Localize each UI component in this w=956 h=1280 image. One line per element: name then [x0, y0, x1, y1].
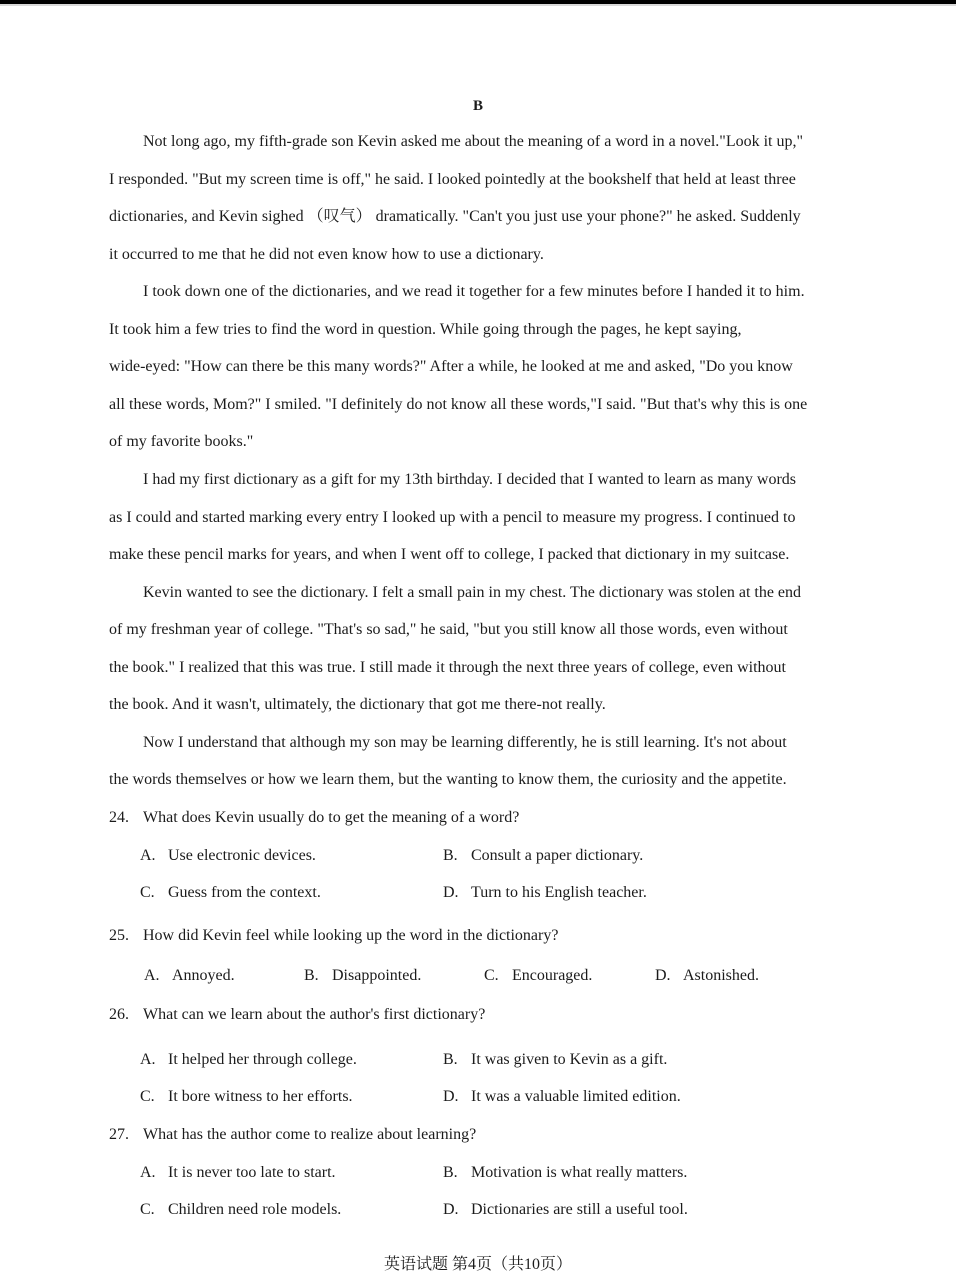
option-letter: B. — [443, 1164, 458, 1181]
question-text: What does Kevin usually do to get the meaning of a word? — [143, 809, 520, 826]
passage-line: dictionaries, and Kevin sighed （叹气） dramatically. "Can't you just use your phone?" he asked. Suddenly — [109, 208, 801, 225]
option-text: Use electronic devices. — [168, 847, 316, 864]
option-text: Annoyed. — [172, 967, 235, 984]
option-letter: D. — [443, 1201, 459, 1218]
option-25-c[interactable] — [484, 965, 592, 987]
passage-line: Now I understand that although my son may be learning differently, he is still learning. It's not about — [143, 734, 787, 751]
option-text: Guess from the context. — [168, 884, 321, 901]
passage-line: it occurred to me that he did not even know how to use a dictionary. — [109, 246, 544, 263]
passage-line: the book. And it wasn't, ultimately, the dictionary that got me there-not really. — [109, 696, 606, 713]
option-letter: A. — [144, 967, 160, 984]
option-text: Astonished. — [683, 967, 759, 984]
question-number: 27. — [109, 1126, 129, 1143]
option-27-c[interactable] — [140, 1199, 341, 1221]
passage-line: wide-eyed: "How can there be this many words?" After a while, he looked at me and asked, "Do you know — [109, 358, 793, 375]
option-27-a[interactable] — [140, 1162, 336, 1184]
question-27 — [109, 1124, 476, 1146]
passage-line: as I could and started marking every entry I looked up with a pencil to measure my progress. I continued to — [109, 509, 796, 526]
option-text: It was a valuable limited edition. — [471, 1088, 681, 1105]
option-letter: A. — [140, 1164, 156, 1181]
question-number: 26. — [109, 1006, 129, 1023]
option-letter: B. — [304, 967, 319, 984]
passage-line: the book." I realized that this was true. I still made it through the next three years of college, even without — [109, 659, 786, 676]
question-number: 24. — [109, 809, 129, 826]
passage-line: I took down one of the dictionaries, and we read it together for a few minutes before I handed it to him. — [143, 283, 805, 300]
passage-line: I had my first dictionary as a gift for my 13th birthday. I decided that I wanted to learn as many words — [143, 471, 796, 488]
section-heading: B — [472, 98, 483, 114]
option-26-d[interactable] — [443, 1086, 681, 1108]
option-26-b[interactable] — [443, 1049, 667, 1071]
passage-line: of my freshman year of college. "That's so sad," he said, "but you still know all those words, even without — [109, 621, 788, 638]
option-letter: C. — [140, 884, 155, 901]
option-letter: D. — [655, 967, 671, 984]
question-text: What can we learn about the author's first dictionary? — [143, 1006, 486, 1023]
option-text: Motivation is what really matters. — [471, 1164, 688, 1181]
passage-line: Not long ago, my fifth-grade son Kevin asked me about the meaning of a word in a novel."Look it up," — [143, 133, 804, 150]
option-letter: D. — [443, 1088, 459, 1105]
passage-line: It took him a few tries to find the word in question. While going through the pages, he kept saying, — [109, 321, 742, 338]
option-letter: A. — [140, 847, 156, 864]
option-27-b[interactable] — [443, 1162, 687, 1184]
option-25-d[interactable] — [655, 965, 759, 987]
passage-line: I responded. "But my screen time is off," he said. I looked pointedly at the bookshelf that held at least three — [109, 171, 796, 188]
option-26-a[interactable] — [140, 1049, 357, 1071]
option-text: It helped her through college. — [168, 1051, 357, 1068]
passage-line: Kevin wanted to see the dictionary. I felt a small pain in my chest. The dictionary was stolen at the end — [143, 584, 802, 601]
option-text: Children need role models. — [168, 1201, 342, 1218]
option-text: Dictionaries are still a useful tool. — [471, 1201, 688, 1218]
passage-line: the words themselves or how we learn them, but the wanting to know them, the curiosity and the appetite. — [109, 771, 787, 788]
option-text: Encouraged. — [512, 967, 593, 984]
option-text: Turn to his English teacher. — [471, 884, 647, 901]
option-letter: B. — [443, 847, 458, 864]
option-text: It was given to Kevin as a gift. — [471, 1051, 668, 1068]
page-footer: 英语试题 第4页（共10页） — [383, 1256, 572, 1273]
passage-line: make these pencil marks for years, and when I went off to college, I packed that dictionary in my suitcase. — [109, 546, 790, 563]
option-letter: C. — [484, 967, 499, 984]
question-text: How did Kevin feel while looking up the word in the dictionary? — [143, 927, 559, 944]
option-letter: D. — [443, 884, 459, 901]
option-24-c[interactable] — [140, 882, 321, 904]
option-27-d[interactable] — [443, 1199, 688, 1221]
option-25-b[interactable] — [304, 965, 421, 987]
question-number: 25. — [109, 927, 129, 944]
page-edge — [0, 4, 956, 6]
option-letter: C. — [140, 1088, 155, 1105]
option-24-a[interactable] — [140, 845, 316, 867]
option-text: It bore witness to her efforts. — [168, 1088, 353, 1105]
question-24 — [109, 807, 519, 829]
option-24-d[interactable] — [443, 882, 647, 904]
option-24-b[interactable] — [443, 845, 643, 867]
option-letter: A. — [140, 1051, 156, 1068]
option-letter: B. — [443, 1051, 458, 1068]
option-26-c[interactable] — [140, 1086, 353, 1108]
option-text: It is never too late to start. — [168, 1164, 336, 1181]
question-25 — [109, 925, 558, 947]
passage-line: all these words, Mom?" I smiled. "I definitely do not know all these words,"I said. "But that's why this is one — [109, 396, 808, 413]
option-text: Disappointed. — [332, 967, 422, 984]
option-text: Consult a paper dictionary. — [471, 847, 644, 864]
option-25-a[interactable] — [144, 965, 235, 987]
option-letter: C. — [140, 1201, 155, 1218]
question-26 — [109, 1004, 485, 1026]
passage-line: of my favorite books." — [109, 433, 254, 450]
question-text: What has the author come to realize about learning? — [143, 1126, 477, 1143]
